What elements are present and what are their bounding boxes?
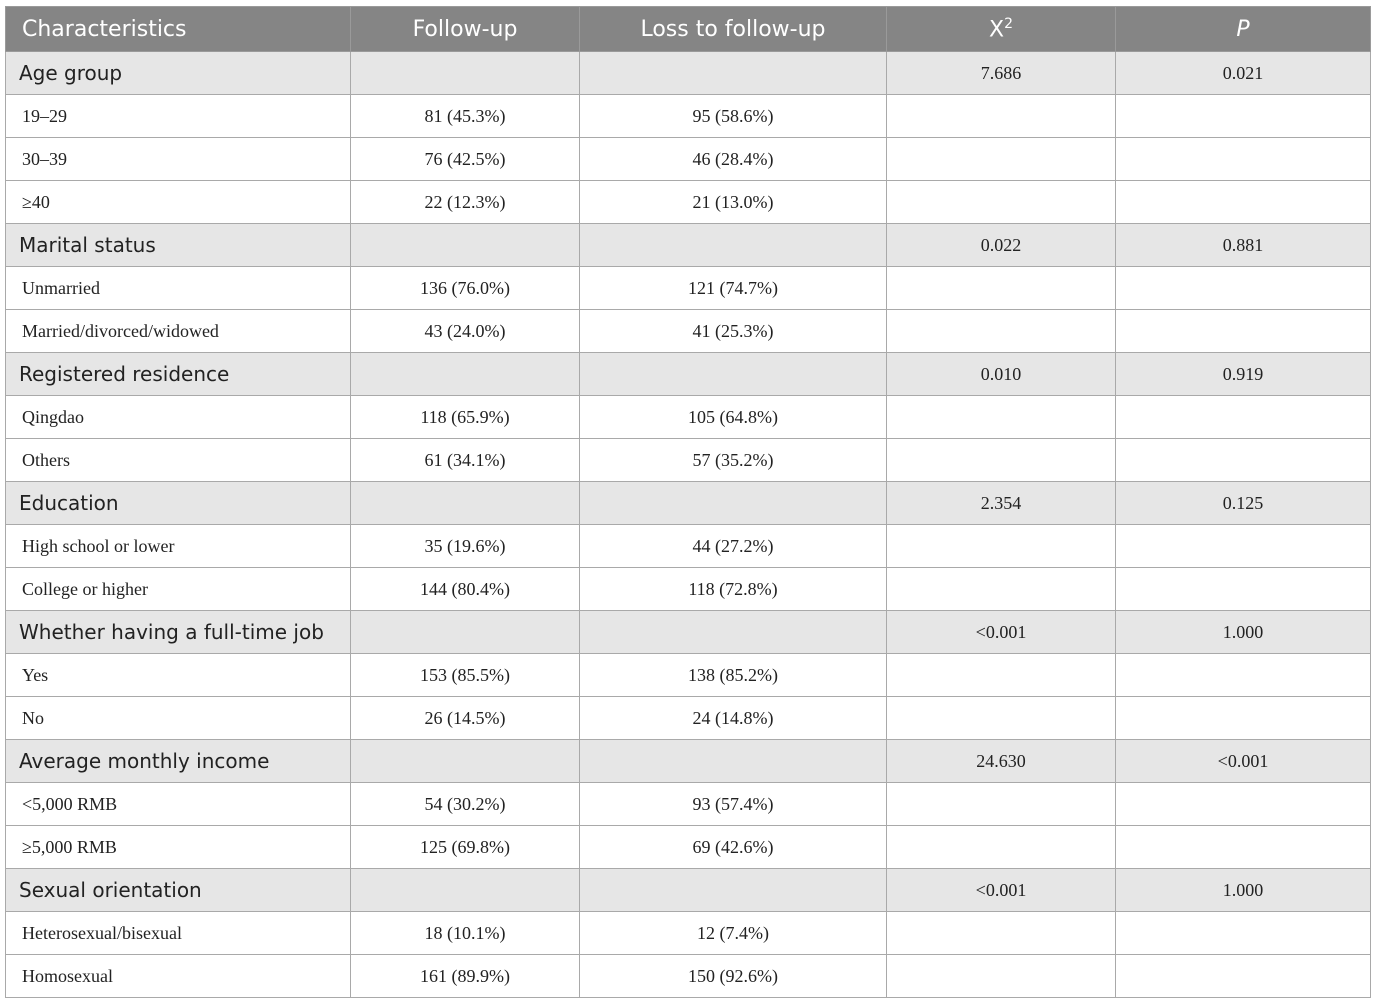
- follow-up-value: 144 (80.4%): [351, 568, 580, 611]
- loss-to-follow-up-value: 46 (28.4%): [580, 138, 887, 181]
- group-loss-cell: [580, 482, 887, 525]
- group-label: Registered residence: [6, 353, 351, 396]
- p-empty-cell: [1116, 697, 1371, 740]
- p-empty-cell: [1116, 826, 1371, 869]
- loss-to-follow-up-value: 57 (35.2%): [580, 439, 887, 482]
- loss-to-follow-up-value: 21 (13.0%): [580, 181, 887, 224]
- group-row: [6, 869, 1371, 912]
- row-label: ≥40: [6, 181, 351, 224]
- follow-up-value: 118 (65.9%): [351, 396, 580, 439]
- header-chi-superscript: 2: [1004, 15, 1013, 32]
- header-follow-up: Follow-up: [351, 7, 580, 52]
- p-empty-cell: [1116, 138, 1371, 181]
- group-p-value: 1.000: [1116, 869, 1371, 912]
- chi2-empty-cell: [887, 181, 1116, 224]
- loss-to-follow-up-value: 150 (92.6%): [580, 955, 887, 998]
- group-label: Whether having a full-time job: [6, 611, 351, 654]
- table-header: [6, 7, 1371, 52]
- row-label: Others: [6, 439, 351, 482]
- row-label: College or higher: [6, 568, 351, 611]
- row-label: Qingdao: [6, 396, 351, 439]
- loss-to-follow-up-value: 69 (42.6%): [580, 826, 887, 869]
- p-empty-cell: [1116, 568, 1371, 611]
- header-chi-square: [887, 7, 1116, 52]
- table-row: [6, 654, 1371, 697]
- group-follow-up-cell: [351, 52, 580, 95]
- row-label: Homosexual: [6, 955, 351, 998]
- p-empty-cell: [1116, 525, 1371, 568]
- group-row: [6, 611, 1371, 654]
- group-chi2-value: 2.354: [887, 482, 1116, 525]
- loss-to-follow-up-value: 41 (25.3%): [580, 310, 887, 353]
- group-chi2-value: 7.686: [887, 52, 1116, 95]
- row-label: ≥5,000 RMB: [6, 826, 351, 869]
- group-p-value: 0.125: [1116, 482, 1371, 525]
- row-label: Heterosexual/bisexual: [6, 912, 351, 955]
- group-p-value: 0.021: [1116, 52, 1371, 95]
- loss-to-follow-up-value: 24 (14.8%): [580, 697, 887, 740]
- loss-to-follow-up-value: 44 (27.2%): [580, 525, 887, 568]
- table-row: [6, 826, 1371, 869]
- follow-up-value: 54 (30.2%): [351, 783, 580, 826]
- row-label: <5,000 RMB: [6, 783, 351, 826]
- follow-up-value: 81 (45.3%): [351, 95, 580, 138]
- row-label: Yes: [6, 654, 351, 697]
- group-loss-cell: [580, 869, 887, 912]
- follow-up-value: 161 (89.9%): [351, 955, 580, 998]
- chi2-empty-cell: [887, 783, 1116, 826]
- follow-up-value: 153 (85.5%): [351, 654, 580, 697]
- group-loss-cell: [580, 224, 887, 267]
- loss-to-follow-up-value: 138 (85.2%): [580, 654, 887, 697]
- chi2-empty-cell: [887, 396, 1116, 439]
- follow-up-value: 61 (34.1%): [351, 439, 580, 482]
- group-row: [6, 52, 1371, 95]
- p-empty-cell: [1116, 439, 1371, 482]
- group-label: Average monthly income: [6, 740, 351, 783]
- loss-to-follow-up-value: 95 (58.6%): [580, 95, 887, 138]
- group-p-value: 0.881: [1116, 224, 1371, 267]
- chi2-empty-cell: [887, 439, 1116, 482]
- group-chi2-value: <0.001: [887, 611, 1116, 654]
- p-empty-cell: [1116, 181, 1371, 224]
- group-follow-up-cell: [351, 353, 580, 396]
- chi2-empty-cell: [887, 95, 1116, 138]
- loss-to-follow-up-value: 105 (64.8%): [580, 396, 887, 439]
- p-empty-cell: [1116, 654, 1371, 697]
- table-row: [6, 525, 1371, 568]
- group-row: [6, 353, 1371, 396]
- group-p-value: <0.001: [1116, 740, 1371, 783]
- row-label: Unmarried: [6, 267, 351, 310]
- group-p-value: 0.919: [1116, 353, 1371, 396]
- table-row: [6, 267, 1371, 310]
- p-empty-cell: [1116, 310, 1371, 353]
- table-row: [6, 955, 1371, 998]
- group-loss-cell: [580, 740, 887, 783]
- follow-up-value: 35 (19.6%): [351, 525, 580, 568]
- chi2-empty-cell: [887, 826, 1116, 869]
- characteristics-table: [5, 6, 1371, 998]
- table-row: [6, 912, 1371, 955]
- p-empty-cell: [1116, 783, 1371, 826]
- header-p-value: P: [1116, 7, 1371, 52]
- group-chi2-value: 0.022: [887, 224, 1116, 267]
- group-follow-up-cell: [351, 224, 580, 267]
- group-row: [6, 482, 1371, 525]
- chi2-empty-cell: [887, 568, 1116, 611]
- table-row: [6, 310, 1371, 353]
- header-loss-to-follow-up: Loss to follow-up: [580, 7, 887, 52]
- table-row: [6, 138, 1371, 181]
- p-empty-cell: [1116, 396, 1371, 439]
- follow-up-value: 136 (76.0%): [351, 267, 580, 310]
- p-empty-cell: [1116, 267, 1371, 310]
- chi2-empty-cell: [887, 138, 1116, 181]
- group-loss-cell: [580, 52, 887, 95]
- header-row: [6, 7, 1371, 52]
- group-label: Marital status: [6, 224, 351, 267]
- table-row: [6, 783, 1371, 826]
- group-label: Sexual orientation: [6, 869, 351, 912]
- p-empty-cell: [1116, 955, 1371, 998]
- header-characteristics: Characteristics: [6, 7, 351, 52]
- follow-up-value: 43 (24.0%): [351, 310, 580, 353]
- row-label: 30–39: [6, 138, 351, 181]
- chi2-empty-cell: [887, 955, 1116, 998]
- follow-up-value: 18 (10.1%): [351, 912, 580, 955]
- chi2-empty-cell: [887, 654, 1116, 697]
- loss-to-follow-up-value: 121 (74.7%): [580, 267, 887, 310]
- group-row: [6, 224, 1371, 267]
- group-p-value: 1.000: [1116, 611, 1371, 654]
- table-row: [6, 697, 1371, 740]
- row-label: 19–29: [6, 95, 351, 138]
- table-row: [6, 181, 1371, 224]
- table-row: [6, 568, 1371, 611]
- loss-to-follow-up-value: 12 (7.4%): [580, 912, 887, 955]
- loss-to-follow-up-value: 118 (72.8%): [580, 568, 887, 611]
- characteristics-table-container: [5, 6, 1370, 998]
- group-chi2-value: 0.010: [887, 353, 1116, 396]
- chi2-empty-cell: [887, 697, 1116, 740]
- row-label: Married/divorced/widowed: [6, 310, 351, 353]
- follow-up-value: 26 (14.5%): [351, 697, 580, 740]
- follow-up-value: 76 (42.5%): [351, 138, 580, 181]
- table-body: [6, 52, 1371, 998]
- table-row: [6, 396, 1371, 439]
- group-follow-up-cell: [351, 740, 580, 783]
- group-follow-up-cell: [351, 611, 580, 654]
- group-follow-up-cell: [351, 869, 580, 912]
- row-label: High school or lower: [6, 525, 351, 568]
- group-loss-cell: [580, 611, 887, 654]
- chi2-empty-cell: [887, 310, 1116, 353]
- follow-up-value: 125 (69.8%): [351, 826, 580, 869]
- chi2-empty-cell: [887, 912, 1116, 955]
- group-label: Age group: [6, 52, 351, 95]
- p-empty-cell: [1116, 95, 1371, 138]
- row-label: No: [6, 697, 351, 740]
- group-row: [6, 740, 1371, 783]
- p-empty-cell: [1116, 912, 1371, 955]
- group-loss-cell: [580, 353, 887, 396]
- group-follow-up-cell: [351, 482, 580, 525]
- group-chi2-value: 24.630: [887, 740, 1116, 783]
- header-chi-label: X: [989, 17, 1005, 43]
- follow-up-value: 22 (12.3%): [351, 181, 580, 224]
- chi2-empty-cell: [887, 525, 1116, 568]
- chi2-empty-cell: [887, 267, 1116, 310]
- table-row: [6, 439, 1371, 482]
- group-chi2-value: <0.001: [887, 869, 1116, 912]
- group-label: Education: [6, 482, 351, 525]
- table-row: [6, 95, 1371, 138]
- loss-to-follow-up-value: 93 (57.4%): [580, 783, 887, 826]
